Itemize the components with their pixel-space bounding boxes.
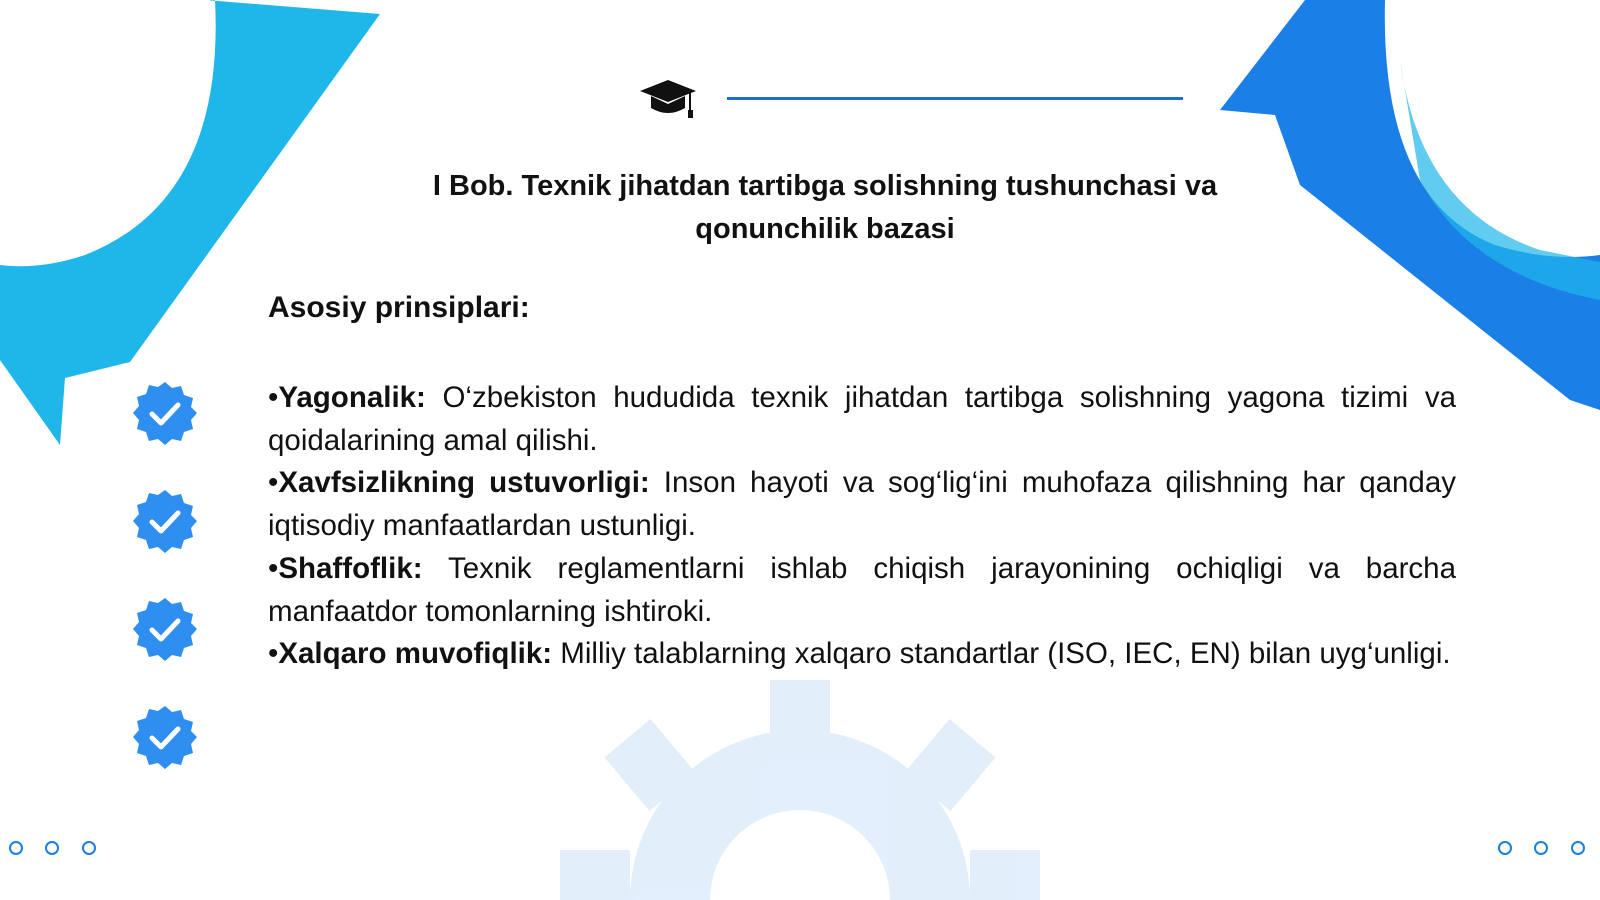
- principle-term: Xavfsizlikning ustuvorligi:: [278, 466, 650, 500]
- dot-icon: [1534, 841, 1548, 855]
- slide-title: I Bob. Texnik jihatdan tartibga solishning tushunchasi va qonunchilik bazasi: [432, 170, 1218, 245]
- verified-check-badge-icon: [132, 704, 198, 770]
- verified-check-badge-icon: [132, 488, 198, 554]
- bullet-symbol: •: [268, 381, 279, 414]
- principle-term: Shaffoflik:: [278, 551, 423, 585]
- principle-item: [268, 548, 1456, 633]
- principle-term: Yagonalik:: [278, 381, 426, 414]
- principle-text: Texnik reglamentlarni ishlab chiqish jarayonining ochiqligi va barcha manfaatdor tomonlarning ishtiroki.: [268, 551, 1456, 628]
- dot-icon: [82, 841, 96, 855]
- verified-check-badge-icon: [132, 596, 198, 662]
- principle-item: [268, 633, 1456, 676]
- header-rule: [727, 97, 1183, 100]
- dot-icon: [1571, 841, 1585, 855]
- bullet-symbol: •: [268, 637, 279, 671]
- section-subtitle: Asosiy prinsiplari:: [268, 291, 530, 324]
- principles-list: [268, 377, 1456, 676]
- dot-icon: [1498, 841, 1512, 855]
- principle-item: [268, 462, 1456, 547]
- principle-term: Xalqaro muvofiqlik:: [278, 637, 553, 671]
- graduation-cap-icon: [638, 78, 698, 122]
- dot-icon: [9, 841, 23, 855]
- principle-text: Milliy talablarning xalqaro standartlar (ISO, IEC, EN) bilan uyg‘unligi.: [552, 637, 1451, 671]
- principle-text: O‘zbekiston hududida texnik jihatdan tartibga solishning yagona tizimi va qoidalarining amal qilishi.: [268, 381, 1456, 457]
- bullet-symbol: •: [268, 466, 279, 500]
- principle-item: [268, 377, 1456, 462]
- verified-check-badge-icon: [132, 380, 198, 446]
- bullet-symbol: •: [268, 551, 279, 585]
- principle-text: Inson hayoti va sog‘lig‘ini muhofaza qilishning har qanday iqtisodiy manfaatlardan ustunligi.: [268, 466, 1456, 543]
- dot-icon: [45, 841, 59, 855]
